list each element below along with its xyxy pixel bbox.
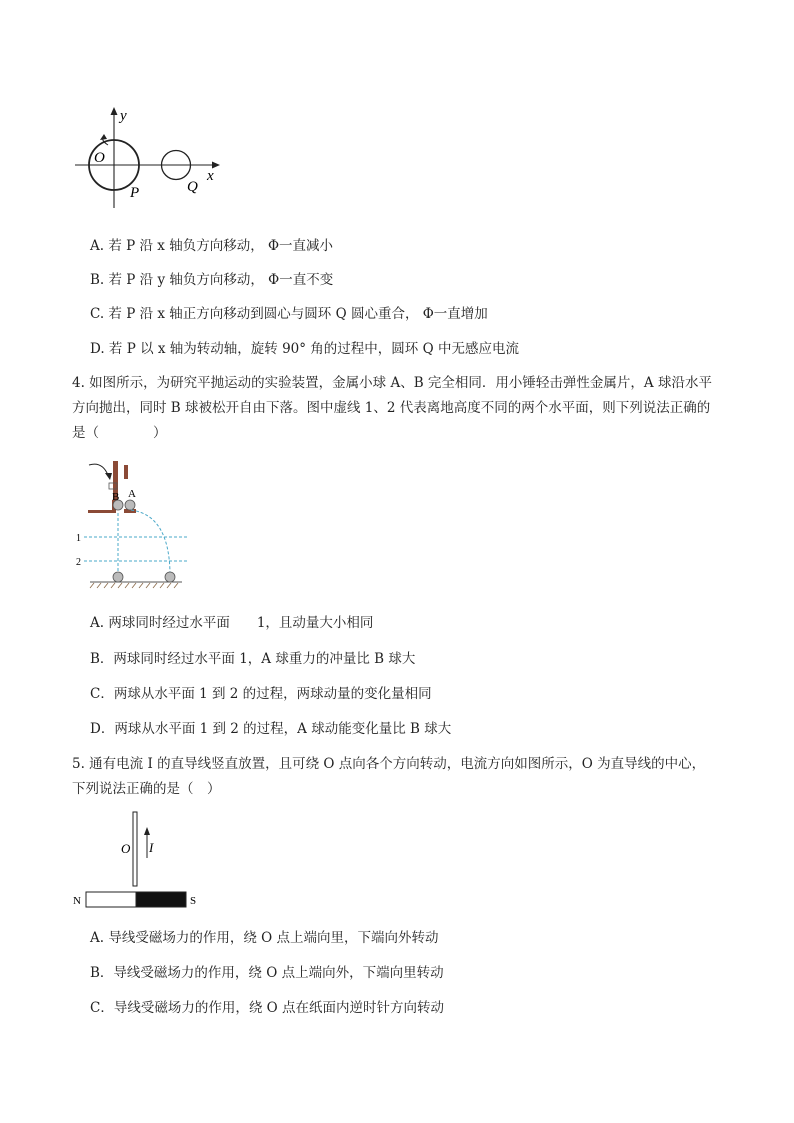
- q4-option-d: D．两球从水平面 1 到 2 的过程，A 球动能变化量比 B 球大: [90, 721, 452, 737]
- label-plane-2: 2: [76, 557, 81, 568]
- q4-stem: 4. 如图所示，为研究平抛运动的实验装置，金属小球 A、B 完全相同．用小锤轻击弹性金属片，A 球沿水平方向抛出，同时 B 球被松开自由下落。图中虚线 1、2 代表离地高度不同的两个水平面，则下列说法正确的是（ ）: [72, 375, 712, 441]
- hammer-arrow: [89, 464, 108, 475]
- q3-option-c: C. 若 P 沿 x 轴正方向移动到圆心与圆环 Q 圆心重合， Φ一直增加: [90, 306, 488, 322]
- q5-stem: 5. 通有电流 I 的直导线竖直放置，且可绕 O 点向各个方向转动，电流方向如图所示，O 为直导线的中心，下列说法正确的是（ ）: [72, 756, 706, 797]
- magnet-north: [86, 892, 136, 907]
- label-i: I: [149, 840, 154, 855]
- figure-projectile-apparatus: [74, 455, 199, 590]
- q3-option-b: B. 若 P 沿 y 轴负方向移动， Φ一直不变: [90, 272, 334, 288]
- q3-option-d: D. 若 P 以 x 轴为转动轴，旋转 90° 角的过程中，圆环 Q 中无感应电流: [90, 341, 519, 357]
- current-arrowhead: [144, 827, 150, 835]
- label-plane-1: 1: [76, 533, 81, 544]
- q4-option-c: C．两球从水平面 1 到 2 的过程，两球动量的变化量相同: [90, 686, 432, 702]
- label-o: O: [121, 841, 131, 856]
- figure-rings-axes: [70, 100, 230, 215]
- label-a: A: [128, 488, 136, 500]
- label-o: O: [94, 150, 105, 166]
- label-x: x: [207, 168, 214, 184]
- stand-clip: [124, 465, 128, 479]
- q5-option-b: B．导线受磁场力的作用，绕 O 点上端向外，下端向里转动: [90, 965, 444, 981]
- q4-option-b: B．两球同时经过水平面 1，A 球重力的冲量比 B 球大: [90, 651, 416, 667]
- label-s: S: [190, 895, 197, 907]
- ball-a-top: [125, 500, 135, 510]
- rotation-arrowhead: [100, 134, 107, 140]
- hammer-arrowhead: [105, 473, 112, 480]
- q4-option-a: A. 两球同时经过水平面 1，且动量大小相同: [90, 615, 374, 631]
- q5-option-a: A. 导线受磁场力的作用，绕 O 点上端向里，下端向外转动: [90, 930, 439, 946]
- label-y: y: [120, 108, 127, 124]
- label-b: B: [112, 491, 120, 503]
- ball-a-ground: [165, 572, 175, 582]
- label-n: N: [73, 895, 81, 907]
- q5-option-c: C．导线受磁场力的作用，绕 O 点在纸面内逆时针方向转动: [90, 1000, 444, 1016]
- label-q: Q: [187, 179, 198, 195]
- ground-hatch: [90, 583, 178, 588]
- label-p: P: [130, 185, 140, 201]
- wire: [133, 812, 137, 886]
- figure-wire-magnet: [70, 808, 210, 913]
- ball-b-ground: [113, 572, 123, 582]
- y-axis-arrow: [111, 107, 118, 115]
- path-a: [131, 510, 170, 573]
- q3-option-a: A. 若 P 沿 x 轴负方向移动， Φ一直减小: [90, 238, 334, 254]
- magnet-south: [136, 892, 186, 907]
